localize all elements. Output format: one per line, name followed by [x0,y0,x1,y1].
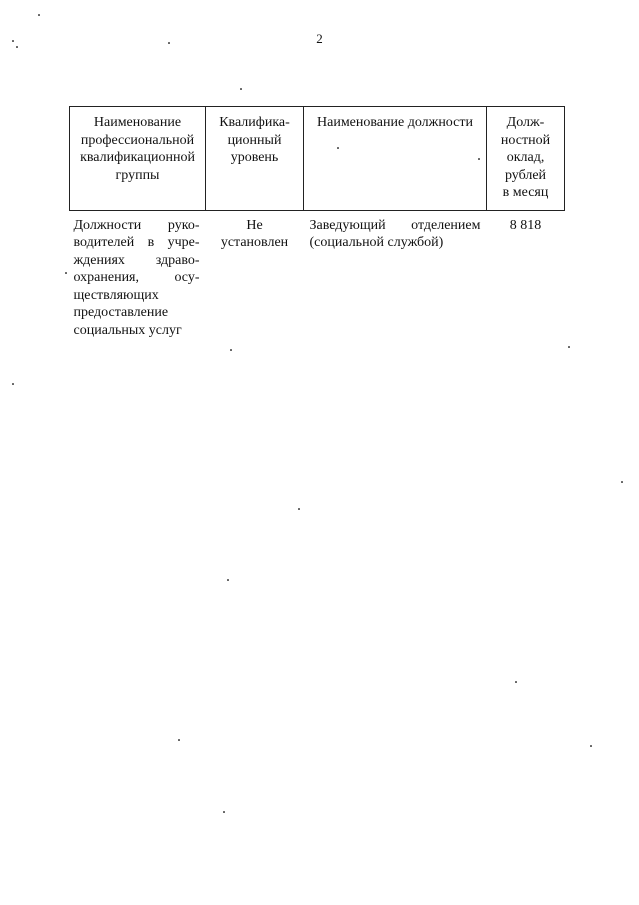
scan-speck [590,745,592,747]
scan-speck [337,147,339,149]
scan-speck [515,681,517,683]
scan-speck [65,272,67,274]
scan-speck [230,349,232,351]
cell-professional-group: Должности руко- водителей в учре- ждениях здраво- охранения, осу- ществляющих предоставление социальных услуг [73,217,200,338]
header-position-name: Наименование должности [304,107,487,211]
cell-qualification-level: Не установлен [220,217,289,250]
scan-speck [223,811,225,813]
scan-speck [168,42,170,44]
scan-speck [12,40,14,42]
cell-salary: 8 818 [509,217,542,233]
page-number: 2 [316,31,323,46]
table-header-row [70,107,565,211]
scan-speck [478,158,480,160]
header-salary: Долж- ностной оклад, рублей в месяц [487,107,565,211]
salary-table-container [69,106,564,339]
scan-speck [568,346,570,348]
scan-speck [178,739,180,741]
scan-speck [298,508,300,510]
salary-table [69,106,565,339]
header-professional-group: Наименование профессиональной квалификационной группы [70,107,206,211]
scan-speck [240,88,242,90]
scan-speck [227,579,229,581]
table-row [70,210,565,339]
cell-position-name: Заведующий отделением (социальной службой) [309,217,481,250]
header-qualification-level: Квалифика- ционный уровень [206,107,304,211]
scan-speck [621,481,623,483]
scan-speck [16,46,18,48]
scan-speck [38,14,40,16]
scan-speck [12,383,14,385]
